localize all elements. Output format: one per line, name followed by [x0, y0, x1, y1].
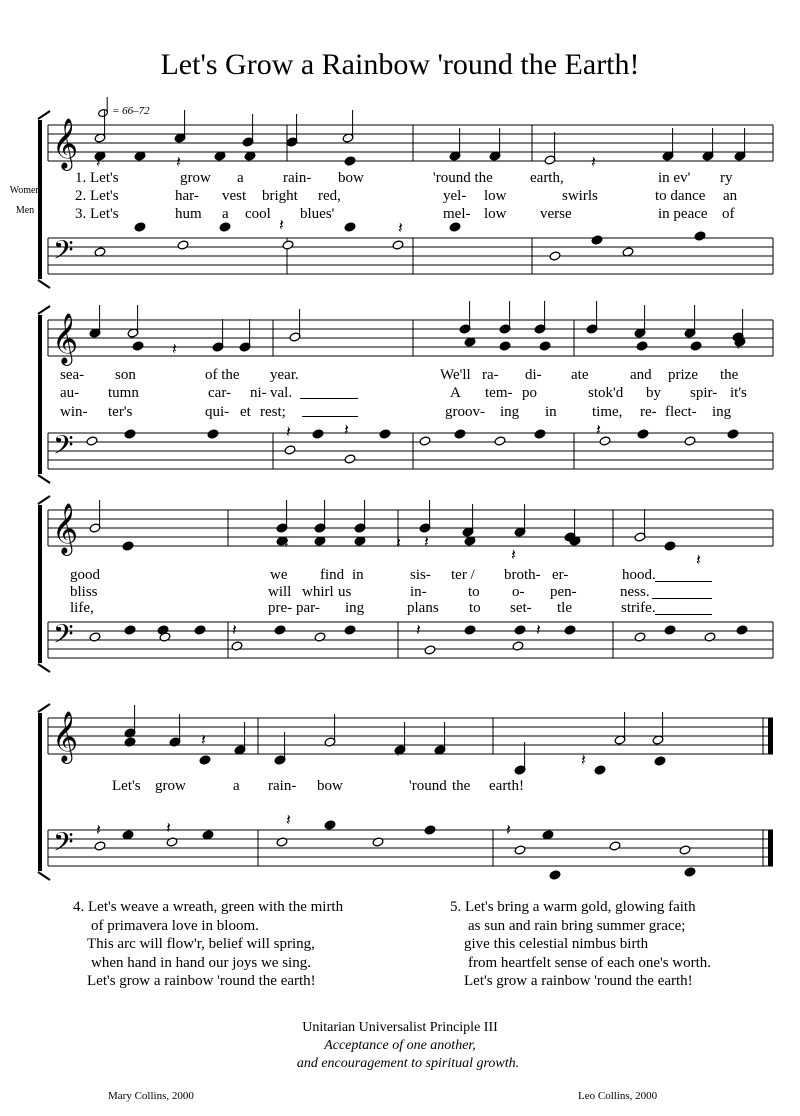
lyric-syllable-v1: We'll [440, 367, 471, 383]
lyric-syllable-v2: o- [512, 584, 525, 600]
alto-notehead [132, 341, 144, 351]
quarter-rest-icon: 𝄽 [286, 810, 291, 829]
bass-notehead [231, 641, 243, 651]
lyric-syllable-v3: of [722, 206, 735, 222]
principle-line-2: and encouragement to spiritual growth. [296, 1056, 520, 1071]
lyric-syllable-v1: bow [338, 170, 364, 186]
tenor-notehead [591, 235, 603, 245]
quarter-rest-icon: 𝄽 [346, 152, 351, 171]
bass-notehead [424, 645, 436, 655]
bass-notehead [494, 436, 506, 446]
stanza-4-line: This arc will flow'r, belief will spring, [87, 936, 315, 952]
lyric-syllable-v2: stok'd [588, 385, 624, 401]
bass-notehead [282, 240, 294, 250]
bass-notehead [684, 436, 696, 446]
tenor-notehead [379, 429, 391, 439]
tenor-notehead [727, 429, 739, 439]
lyric-syllable-v2: au- [60, 385, 80, 401]
system-bracket [38, 111, 50, 119]
principle-heading: Unitarian Universalist Principle III [302, 1020, 498, 1035]
system-bracket [38, 496, 50, 504]
lyric-extender [655, 614, 712, 615]
system-bracket [38, 704, 50, 712]
lyric-syllable-v2: by [646, 385, 661, 401]
lyric-syllable-v1: we [270, 567, 288, 583]
bass-notehead [549, 251, 561, 261]
tenor-notehead [424, 825, 436, 835]
quarter-rest-icon: 𝄽 [172, 339, 177, 358]
stanza-4-line: when hand in hand our joys we sing. [91, 954, 311, 971]
tempo-text: = 66–72 [112, 105, 150, 117]
principle-line-1: Acceptance of one another, [324, 1038, 476, 1053]
lyric-syllable-v1: and [630, 367, 652, 383]
bass-notehead [679, 845, 691, 855]
bass-notehead [284, 445, 296, 455]
lyric-syllable-v3: win- [60, 404, 88, 420]
tenor-notehead [134, 222, 146, 232]
lyric-syllable-v2: bright [262, 188, 298, 204]
lyric-syllable-v2: to dance [655, 188, 706, 204]
lyric-syllable-v3: rest; [260, 404, 286, 420]
lyric-syllable-v1: earth, [530, 170, 564, 186]
bass-notehead [704, 632, 716, 642]
lyric-syllable-v3: par- [296, 600, 320, 616]
lyric-syllable-v2: pen- [550, 584, 577, 600]
lyric-syllable-v3: ter's [108, 404, 133, 420]
quarter-rest-icon: 𝄽 [736, 335, 741, 354]
quarter-rest-icon: 𝄽 [396, 742, 401, 761]
bass-clef-icon: 𝄢 [53, 234, 74, 272]
lyric-syllable-v3: mel- [443, 206, 471, 222]
alto-notehead [539, 341, 551, 351]
quarter-rest-icon: 𝄽 [176, 152, 181, 171]
treble-clef-icon: 𝄞 [52, 118, 79, 169]
lyric-syllable-v1: 'round [409, 778, 447, 794]
lyric-syllable-v2: har- [175, 188, 199, 204]
lyric-syllable-v3: set- [510, 600, 532, 616]
system-bracket [38, 475, 50, 483]
tenor-notehead [454, 429, 466, 439]
lyric-syllable-v3: hum [175, 206, 202, 222]
tenor-notehead [344, 625, 356, 635]
alto-notehead [122, 541, 134, 551]
lyric-syllable-v3: low [484, 206, 507, 222]
lyric-syllable-v2: red, [318, 188, 341, 204]
lyric-syllable-v1: ter / [451, 567, 475, 583]
tenor-notehead [194, 625, 206, 635]
quarter-rest-icon: 𝄽 [96, 820, 101, 839]
words-credit: Mary Collins, 2000 [108, 1090, 194, 1102]
tenor-notehead [312, 429, 324, 439]
bass-notehead [549, 870, 561, 880]
bass-notehead [276, 837, 288, 847]
lyric-syllable-v3: time, [592, 404, 623, 420]
tenor-notehead [564, 625, 576, 635]
system-bracket [38, 872, 50, 880]
lyric-syllable-v3: in peace [658, 206, 708, 222]
quarter-rest-icon: 𝄽 [284, 533, 289, 552]
quarter-rest-icon: 𝄽 [201, 730, 206, 749]
lyric-syllable-v3: groov- [445, 404, 485, 420]
lyric-syllable-v1: a [237, 170, 244, 186]
lyric-syllable-v3: blues' [300, 206, 335, 222]
bass-notehead [314, 632, 326, 642]
tenor-notehead [219, 222, 231, 232]
lyric-syllable-v1: a [233, 778, 240, 794]
lyric-syllable-v1: 'round the [433, 170, 493, 186]
quarter-rest-icon: 𝄽 [581, 750, 586, 769]
lyric-syllable-v1: in [352, 567, 364, 583]
bass-notehead [94, 841, 106, 851]
lyric-syllable-v2: low [484, 188, 507, 204]
lyric-syllable-v2: swirls [562, 188, 598, 204]
stanza-5-line: as sun and rain bring summer grace; [468, 917, 686, 934]
lyric-syllable-v2: ness. [620, 584, 650, 600]
quarter-rest-icon: 𝄽 [344, 420, 349, 439]
quarter-rest-icon: 𝄽 [96, 152, 101, 171]
lyric-syllable-v1: rain- [268, 778, 297, 794]
quarter-rest-icon: 𝄽 [286, 422, 291, 441]
bass-notehead [86, 436, 98, 446]
lyric-syllable-v1: the [452, 778, 471, 794]
lyric-syllable-v2: in- [410, 584, 427, 600]
bass-notehead [634, 632, 646, 642]
lyric-syllable-v1: hood. [622, 567, 656, 583]
lyric-syllable-v2: us [338, 584, 352, 600]
lyric-syllable-v2: 2. Let's [75, 188, 119, 204]
music-credit: Leo Collins, 2000 [578, 1090, 658, 1102]
lyric-syllable-v1: in ev' [658, 170, 691, 186]
quarter-rest-icon: 𝄽 [424, 532, 429, 551]
lyric-syllable-v3: flect- [665, 404, 697, 420]
lyric-syllable-v3: ing [712, 404, 732, 420]
hymn-title: Let's Grow a Rainbow 'round the Earth! [160, 48, 640, 81]
lyric-syllable-v1: grow [180, 170, 211, 186]
lyric-syllable-v1: 1. Let's [75, 170, 119, 186]
stanza-5-line: Let's grow a rainbow 'round the earth! [464, 973, 693, 989]
lyric-syllable-v2: tumn [108, 385, 139, 401]
stanza-5-line: give this celestial nimbus birth [464, 936, 649, 952]
quarter-rest-icon: 𝄽 [511, 545, 516, 564]
bass-notehead [177, 240, 189, 250]
bass-clef-icon: 𝄢 [53, 429, 74, 467]
tenor-notehead [324, 820, 336, 830]
bass-notehead [372, 837, 384, 847]
lyric-syllable-v2: to [468, 584, 480, 600]
quarter-rest-icon: 𝄽 [506, 820, 511, 839]
lyric-syllable-v2: spir- [690, 385, 718, 401]
system-bracket [38, 280, 50, 288]
tenor-notehead [736, 625, 748, 635]
lyric-syllable-v2: car- [208, 385, 232, 401]
bass-notehead [512, 641, 524, 651]
lyric-syllable-v3: qui- [205, 404, 230, 420]
stanza-4-line: 4. Let's weave a wreath, green with the mirth [73, 899, 344, 915]
lyric-syllable-v3: cool [245, 206, 271, 222]
lyric-syllable-v2: po [522, 385, 537, 401]
lyric-syllable-v2: will [268, 584, 292, 600]
tenor-notehead [344, 222, 356, 232]
tenor-notehead [664, 625, 676, 635]
lyric-syllable-v2: yel- [443, 188, 467, 204]
final-barline [768, 718, 773, 754]
lyric-syllable-v2: bliss [70, 584, 98, 600]
lyric-syllable-v2: whirl [302, 584, 334, 600]
bass-notehead [514, 845, 526, 855]
lyric-syllable-v3: strife. [621, 600, 656, 616]
lyric-syllable-v1: rain- [283, 170, 312, 186]
tenor-notehead [534, 429, 546, 439]
lyric-extender [300, 398, 358, 399]
stanza-4-line: Let's grow a rainbow 'round the earth! [87, 973, 316, 989]
lyric-syllable-v1: find [320, 567, 345, 583]
quarter-rest-icon: 𝄽 [232, 620, 237, 639]
quarter-rest-icon: 𝄽 [396, 533, 401, 552]
lyric-syllable-v1: the [720, 367, 739, 383]
alto-notehead [690, 341, 702, 351]
lyric-syllable-v1: earth! [489, 778, 524, 794]
bass-notehead [344, 454, 356, 464]
lyric-extender [302, 416, 358, 417]
tenor-notehead [694, 231, 706, 241]
lyric-syllable-v1: ate [571, 367, 589, 383]
lyric-syllable-v1: sis- [410, 567, 431, 583]
lyric-syllable-v1: bow [317, 778, 343, 794]
treble-clef-icon: 𝄞 [52, 313, 79, 364]
lyric-extender [655, 581, 712, 582]
lyric-syllable-v3: re- [640, 404, 657, 420]
lyric-syllable-v1: son [115, 367, 136, 383]
system-bracket [38, 306, 50, 314]
lyric-syllable-v1: prize [668, 367, 698, 383]
quarter-rest-icon: 𝄽 [536, 620, 541, 639]
bass-notehead [684, 867, 696, 877]
lyric-syllable-v1: er- [552, 567, 569, 583]
tenor-notehead [207, 429, 219, 439]
lyric-syllable-v3: 3. Let's [75, 206, 119, 222]
lyric-syllable-v3: et [240, 404, 251, 420]
lyric-syllable-v3: ing [500, 404, 520, 420]
lyric-syllable-v1: ry [720, 170, 733, 186]
quarter-rest-icon: 𝄽 [416, 620, 421, 639]
quarter-rest-icon: 𝄽 [398, 218, 403, 237]
stanza-5-line: from heartfelt sense of each one's worth. [468, 954, 712, 971]
stanza-4 [73, 898, 343, 991]
lyric-syllable-v2: tem- [485, 385, 513, 401]
bass-notehead [89, 632, 101, 642]
lyric-syllable-v1: broth- [504, 567, 541, 583]
lyric-syllable-v1: sea- [60, 367, 85, 383]
quarter-rest-icon: 𝄽 [696, 550, 701, 569]
system-bracket [38, 664, 50, 672]
alto-notehead [636, 341, 648, 351]
lyric-syllable-v1: of the [205, 367, 240, 383]
bass-clef-icon: 𝄢 [53, 618, 74, 656]
lyric-syllable-v2: val. [270, 385, 293, 401]
stanza-5-line: 5. Let's bring a warm gold, glowing faith [450, 899, 696, 915]
tenor-notehead [124, 429, 136, 439]
quarter-rest-icon: 𝄽 [279, 215, 284, 234]
lyric-syllable-v2: it's [730, 385, 747, 401]
bass-notehead [419, 436, 431, 446]
bass-notehead [392, 240, 404, 250]
bass-notehead [609, 841, 621, 851]
lyric-syllable-v1: grow [155, 778, 186, 794]
final-barline [768, 830, 773, 866]
tenor-notehead [274, 625, 286, 635]
part-label-women: Women [9, 185, 41, 196]
tenor-notehead [464, 625, 476, 635]
lyric-syllable-v3: tle [557, 600, 572, 616]
treble-clef-icon: 𝄞 [52, 503, 79, 554]
tenor-notehead [637, 429, 649, 439]
lyric-syllable-v2: vest [222, 188, 247, 204]
alto-notehead [499, 341, 511, 351]
lyric-syllable-v2: ni- [250, 385, 267, 401]
alto-notehead [124, 737, 136, 747]
staff-systems [38, 111, 773, 880]
lyric-syllable-v1: good [70, 567, 100, 583]
bass-notehead [166, 837, 178, 847]
lyric-syllable-v3: in [545, 404, 557, 420]
lyric-syllable-v1: year. [270, 367, 299, 383]
lyric-syllable-v3: life, [70, 600, 94, 616]
lyric-syllable-v3: a [222, 206, 229, 222]
noteheads [86, 110, 748, 880]
lyric-syllable-v3: verse [540, 206, 572, 222]
lyric-syllable-v2: an [723, 188, 738, 204]
lyric-syllable-v1: ra- [482, 367, 499, 383]
stanza-4-line: of primavera love in bloom. [91, 917, 259, 934]
bass-clef-icon: 𝄢 [53, 826, 74, 864]
lyric-syllable-v3: ing [345, 600, 365, 616]
tenor-notehead [449, 222, 461, 232]
lyric-syllable-v1: Let's [112, 778, 141, 794]
lyric-syllable-v3: pre- [268, 600, 293, 616]
lyric-syllable-v3: plans [407, 600, 439, 616]
alto-notehead [664, 541, 676, 551]
lyric-syllable-v3: to [469, 600, 481, 616]
treble-clef-icon: 𝄞 [52, 711, 79, 762]
quarter-rest-icon: 𝄽 [596, 420, 601, 439]
lyric-syllable-v2: A [450, 385, 461, 401]
lyric-extender [652, 598, 712, 599]
tenor-notehead [124, 625, 136, 635]
tenor-notehead [514, 625, 526, 635]
alto-notehead [199, 755, 211, 765]
quarter-rest-icon: 𝄽 [591, 152, 596, 171]
stanza-5 [450, 898, 711, 991]
part-label-men: Men [15, 205, 35, 216]
alto-notehead [594, 765, 606, 775]
lyric-syllable-v1: di- [525, 367, 542, 383]
alto-notehead [654, 756, 666, 766]
quarter-rest-icon: 𝄽 [166, 818, 171, 837]
